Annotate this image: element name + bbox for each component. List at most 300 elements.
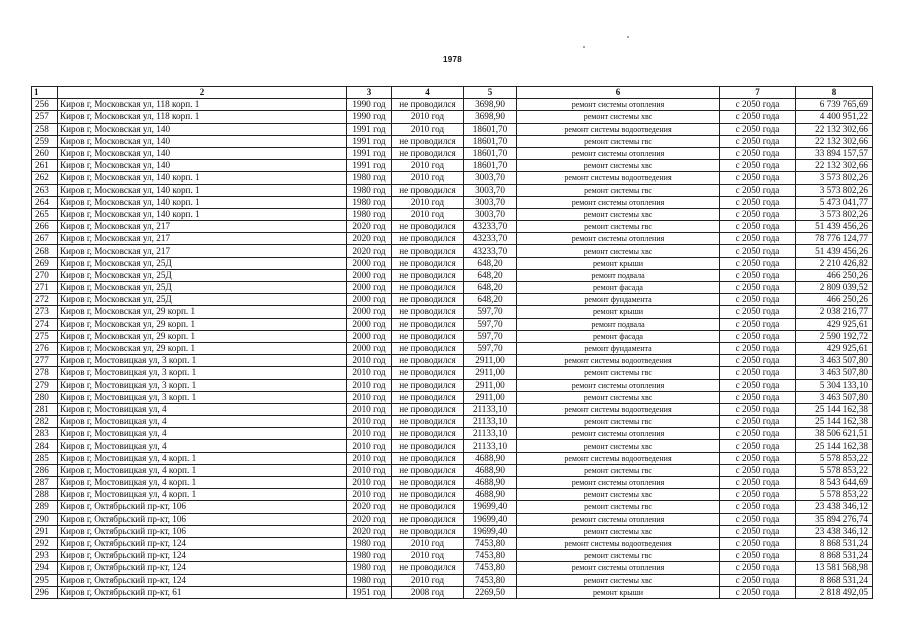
deadline-cell: с 2050 года	[720, 99, 796, 111]
cost-cell: 22 132 302,66	[796, 160, 873, 172]
cost-cell: 2 038 216,77	[796, 306, 873, 318]
area-cell: 4688,90	[464, 464, 517, 476]
last-repair-cell: не проводился	[392, 428, 464, 440]
table-row	[32, 342, 873, 354]
deadline-cell: с 2050 года	[720, 452, 796, 464]
work-type-cell: ремонт системы отопления	[517, 562, 720, 574]
build-year-cell: 2000 год	[347, 257, 392, 269]
build-year-cell: 1991 год	[347, 160, 392, 172]
row-number: 277	[32, 355, 58, 367]
column-header: 4	[392, 87, 464, 99]
repair-schedule-table	[31, 86, 873, 599]
deadline-cell: с 2050 года	[720, 416, 796, 428]
last-repair-cell: не проводился	[392, 318, 464, 330]
work-type-cell: ремонт системы отопления	[517, 99, 720, 111]
address-cell: Киров г, Московская ул, 118 корп. 1	[58, 111, 347, 123]
deadline-cell: с 2050 года	[720, 403, 796, 415]
row-number: 272	[32, 294, 58, 306]
row-number: 294	[32, 562, 58, 574]
deadline-cell: с 2050 года	[720, 537, 796, 549]
work-type-cell: ремонт системы гвс	[517, 135, 720, 147]
cost-cell: 3 463 507,80	[796, 391, 873, 403]
build-year-cell: 2000 год	[347, 318, 392, 330]
row-number: 264	[32, 196, 58, 208]
area-cell: 3003,70	[464, 172, 517, 184]
work-type-cell: ремонт системы хвс	[517, 440, 720, 452]
deadline-cell: с 2050 года	[720, 367, 796, 379]
last-repair-cell: не проводился	[392, 477, 464, 489]
cost-cell: 51 439 456,26	[796, 245, 873, 257]
table-row	[32, 245, 873, 257]
address-cell: Киров г, Октябрьский пр-кт, 124	[58, 537, 347, 549]
deadline-cell: с 2050 года	[720, 147, 796, 159]
table-row	[32, 233, 873, 245]
address-cell: Киров г, Московская ул, 25Д	[58, 282, 347, 294]
row-number: 290	[32, 513, 58, 525]
area-cell: 3698,90	[464, 99, 517, 111]
area-cell: 648,20	[464, 269, 517, 281]
build-year-cell: 1951 год	[347, 586, 392, 598]
cost-cell: 25 144 162,38	[796, 440, 873, 452]
build-year-cell: 1980 год	[347, 172, 392, 184]
work-type-cell: ремонт системы водоотведения	[517, 172, 720, 184]
address-cell: Киров г, Московская ул, 140 корп. 1	[58, 208, 347, 220]
deadline-cell: с 2050 года	[720, 477, 796, 489]
column-header: 1	[32, 87, 58, 99]
deadline-cell: с 2050 года	[720, 306, 796, 318]
last-repair-cell: 2010 год	[392, 172, 464, 184]
table-row	[32, 586, 873, 598]
build-year-cell: 1980 год	[347, 562, 392, 574]
deadline-cell: с 2050 года	[720, 318, 796, 330]
last-repair-cell: 2010 год	[392, 196, 464, 208]
address-cell: Киров г, Октябрьский пр-кт, 106	[58, 525, 347, 537]
table-row	[32, 306, 873, 318]
cost-cell: 8 868 531,24	[796, 537, 873, 549]
deadline-cell: с 2050 года	[720, 294, 796, 306]
work-type-cell: ремонт системы гвс	[517, 416, 720, 428]
address-cell: Киров г, Московская ул, 25Д	[58, 257, 347, 269]
last-repair-cell: не проводился	[392, 355, 464, 367]
row-number: 288	[32, 489, 58, 501]
address-cell: Киров г, Мостовицкая ул, 3 корп. 1	[58, 367, 347, 379]
work-type-cell: ремонт системы отопления	[517, 379, 720, 391]
deadline-cell: с 2050 года	[720, 391, 796, 403]
last-repair-cell: не проводился	[392, 367, 464, 379]
address-cell: Киров г, Московская ул, 29 корп. 1	[58, 342, 347, 354]
table-row	[32, 318, 873, 330]
deadline-cell: с 2050 года	[720, 342, 796, 354]
area-cell: 2911,00	[464, 355, 517, 367]
deadline-cell: с 2050 года	[720, 233, 796, 245]
build-year-cell: 2010 год	[347, 428, 392, 440]
area-cell: 19699,40	[464, 501, 517, 513]
cost-cell: 2 818 492,05	[796, 586, 873, 598]
area-cell: 648,20	[464, 282, 517, 294]
last-repair-cell: не проводился	[392, 330, 464, 342]
area-cell: 18601,70	[464, 135, 517, 147]
address-cell: Киров г, Октябрьский пр-кт, 124	[58, 574, 347, 586]
work-type-cell: ремонт системы водоотведения	[517, 123, 720, 135]
column-header: 2	[58, 87, 347, 99]
work-type-cell: ремонт крыши	[517, 586, 720, 598]
build-year-cell: 2000 год	[347, 306, 392, 318]
table-row	[32, 391, 873, 403]
address-cell: Киров г, Московская ул, 29 корп. 1	[58, 306, 347, 318]
last-repair-cell: 2008 год	[392, 586, 464, 598]
address-cell: Киров г, Октябрьский пр-кт, 61	[58, 586, 347, 598]
cost-cell: 6 739 765,69	[796, 99, 873, 111]
table-body	[32, 99, 873, 599]
build-year-cell: 1980 год	[347, 208, 392, 220]
row-number: 271	[32, 282, 58, 294]
table-row	[32, 282, 873, 294]
row-number: 291	[32, 525, 58, 537]
area-cell: 21133,10	[464, 403, 517, 415]
build-year-cell: 2010 год	[347, 440, 392, 452]
last-repair-cell: не проводился	[392, 403, 464, 415]
row-number: 284	[32, 440, 58, 452]
address-cell: Киров г, Московская ул, 217	[58, 245, 347, 257]
build-year-cell: 2010 год	[347, 416, 392, 428]
deadline-cell: с 2050 года	[720, 464, 796, 476]
address-cell: Киров г, Мостовицкая ул, 3 корп. 1	[58, 379, 347, 391]
column-header: 6	[517, 87, 720, 99]
row-number: 261	[32, 160, 58, 172]
table-row	[32, 489, 873, 501]
area-cell: 21133,10	[464, 440, 517, 452]
row-number: 268	[32, 245, 58, 257]
work-type-cell: ремонт системы хвс	[517, 111, 720, 123]
area-cell: 648,20	[464, 257, 517, 269]
address-cell: Киров г, Октябрьский пр-кт, 106	[58, 513, 347, 525]
last-repair-cell: не проводился	[392, 525, 464, 537]
area-cell: 4688,90	[464, 452, 517, 464]
table-row	[32, 330, 873, 342]
address-cell: Киров г, Мостовицкая ул, 4	[58, 428, 347, 440]
row-number: 283	[32, 428, 58, 440]
build-year-cell: 1980 год	[347, 196, 392, 208]
row-number: 279	[32, 379, 58, 391]
deadline-cell: с 2050 года	[720, 562, 796, 574]
last-repair-cell: не проводился	[392, 562, 464, 574]
deadline-cell: с 2050 года	[720, 513, 796, 525]
area-cell: 43233,70	[464, 221, 517, 233]
last-repair-cell: не проводился	[392, 489, 464, 501]
work-type-cell: ремонт системы хвс	[517, 245, 720, 257]
work-type-cell: ремонт системы водоотведения	[517, 537, 720, 549]
address-cell: Киров г, Московская ул, 140 корп. 1	[58, 196, 347, 208]
cost-cell: 3 463 507,80	[796, 367, 873, 379]
build-year-cell: 1980 год	[347, 550, 392, 562]
row-number: 269	[32, 257, 58, 269]
area-cell: 18601,70	[464, 160, 517, 172]
deadline-cell: с 2050 года	[720, 440, 796, 452]
build-year-cell: 1980 год	[347, 184, 392, 196]
build-year-cell: 1990 год	[347, 111, 392, 123]
deadline-cell: с 2050 года	[720, 489, 796, 501]
deadline-cell: с 2050 года	[720, 160, 796, 172]
work-type-cell: ремонт фасада	[517, 330, 720, 342]
table-row	[32, 440, 873, 452]
table-row	[32, 562, 873, 574]
address-cell: Киров г, Московская ул, 29 корп. 1	[58, 318, 347, 330]
area-cell: 7453,80	[464, 574, 517, 586]
cost-cell: 429 925,61	[796, 318, 873, 330]
build-year-cell: 2000 год	[347, 269, 392, 281]
address-cell: Киров г, Мостовицкая ул, 3 корп. 1	[58, 355, 347, 367]
deadline-cell: с 2050 года	[720, 257, 796, 269]
work-type-cell: ремонт фундамента	[517, 294, 720, 306]
cost-cell: 2 590 192,72	[796, 330, 873, 342]
deadline-cell: с 2050 года	[720, 355, 796, 367]
address-cell: Киров г, Московская ул, 25Д	[58, 294, 347, 306]
last-repair-cell: 2010 год	[392, 208, 464, 220]
build-year-cell: 2000 год	[347, 282, 392, 294]
row-number: 286	[32, 464, 58, 476]
table-row	[32, 160, 873, 172]
row-number: 267	[32, 233, 58, 245]
build-year-cell: 2010 год	[347, 452, 392, 464]
build-year-cell: 1991 год	[347, 135, 392, 147]
last-repair-cell: не проводился	[392, 257, 464, 269]
cost-cell: 3 573 802,26	[796, 172, 873, 184]
row-number: 282	[32, 416, 58, 428]
column-header: 3	[347, 87, 392, 99]
address-cell: Киров г, Мостовицкая ул, 4 корп. 1	[58, 477, 347, 489]
table-row	[32, 99, 873, 111]
table-row	[32, 416, 873, 428]
last-repair-cell: не проводился	[392, 440, 464, 452]
build-year-cell: 2020 год	[347, 525, 392, 537]
work-type-cell: ремонт системы гвс	[517, 221, 720, 233]
last-repair-cell: не проводился	[392, 391, 464, 403]
cost-cell: 23 438 346,12	[796, 501, 873, 513]
cost-cell: 35 894 276,74	[796, 513, 873, 525]
deadline-cell: с 2050 года	[720, 208, 796, 220]
area-cell: 2911,00	[464, 379, 517, 391]
address-cell: Киров г, Мостовицкая ул, 4 корп. 1	[58, 489, 347, 501]
cost-cell: 2 210 426,82	[796, 257, 873, 269]
table-row	[32, 135, 873, 147]
deadline-cell: с 2050 года	[720, 428, 796, 440]
row-number: 275	[32, 330, 58, 342]
table-row	[32, 428, 873, 440]
address-cell: Киров г, Московская ул, 140	[58, 147, 347, 159]
build-year-cell: 2010 год	[347, 477, 392, 489]
row-number: 281	[32, 403, 58, 415]
area-cell: 21133,10	[464, 428, 517, 440]
deadline-cell: с 2050 года	[720, 501, 796, 513]
cost-cell: 3 463 507,80	[796, 355, 873, 367]
build-year-cell: 2000 год	[347, 294, 392, 306]
area-cell: 597,70	[464, 330, 517, 342]
cost-cell: 33 894 157,57	[796, 147, 873, 159]
area-cell: 597,70	[464, 342, 517, 354]
work-type-cell: ремонт системы гвс	[517, 367, 720, 379]
area-cell: 3003,70	[464, 208, 517, 220]
table-row	[32, 294, 873, 306]
area-cell: 19699,40	[464, 525, 517, 537]
address-cell: Киров г, Октябрьский пр-кт, 124	[58, 562, 347, 574]
work-type-cell: ремонт крыши	[517, 257, 720, 269]
row-number: 287	[32, 477, 58, 489]
cost-cell: 3 573 802,26	[796, 208, 873, 220]
table-row	[32, 367, 873, 379]
last-repair-cell: не проводился	[392, 379, 464, 391]
deadline-cell: с 2050 года	[720, 269, 796, 281]
last-repair-cell: не проводился	[392, 184, 464, 196]
row-number: 292	[32, 537, 58, 549]
last-repair-cell: не проводился	[392, 342, 464, 354]
last-repair-cell: не проводился	[392, 501, 464, 513]
table-row	[32, 221, 873, 233]
work-type-cell: ремонт подвала	[517, 318, 720, 330]
address-cell: Киров г, Московская ул, 25Д	[58, 269, 347, 281]
deadline-cell: с 2050 года	[720, 574, 796, 586]
page-number: 1978	[443, 55, 462, 64]
table-row	[32, 269, 873, 281]
table-row	[32, 525, 873, 537]
row-number: 296	[32, 586, 58, 598]
work-type-cell: ремонт системы хвс	[517, 489, 720, 501]
area-cell: 21133,10	[464, 416, 517, 428]
table-row	[32, 257, 873, 269]
cost-cell: 5 578 853,22	[796, 464, 873, 476]
build-year-cell: 1991 год	[347, 123, 392, 135]
work-type-cell: ремонт системы отопления	[517, 147, 720, 159]
area-cell: 7453,80	[464, 550, 517, 562]
cost-cell: 3 573 802,26	[796, 184, 873, 196]
area-cell: 7453,80	[464, 562, 517, 574]
build-year-cell: 1991 год	[347, 147, 392, 159]
deadline-cell: с 2050 года	[720, 379, 796, 391]
area-cell: 19699,40	[464, 513, 517, 525]
row-number: 295	[32, 574, 58, 586]
work-type-cell: ремонт фундамента	[517, 342, 720, 354]
build-year-cell: 2000 год	[347, 342, 392, 354]
table-row	[32, 477, 873, 489]
table-row	[32, 403, 873, 415]
build-year-cell: 2010 год	[347, 355, 392, 367]
last-repair-cell: не проводился	[392, 306, 464, 318]
address-cell: Киров г, Московская ул, 140 корп. 1	[58, 172, 347, 184]
build-year-cell: 2010 год	[347, 367, 392, 379]
work-type-cell: ремонт системы хвс	[517, 160, 720, 172]
work-type-cell: ремонт подвала	[517, 269, 720, 281]
row-number: 262	[32, 172, 58, 184]
deadline-cell: с 2050 года	[720, 172, 796, 184]
cost-cell: 25 144 162,38	[796, 403, 873, 415]
table-row	[32, 537, 873, 549]
cost-cell: 78 776 124,77	[796, 233, 873, 245]
last-repair-cell: не проводился	[392, 147, 464, 159]
build-year-cell: 2010 год	[347, 379, 392, 391]
deadline-cell: с 2050 года	[720, 245, 796, 257]
last-repair-cell: не проводился	[392, 269, 464, 281]
work-type-cell: ремонт системы гвс	[517, 184, 720, 196]
area-cell: 4688,90	[464, 489, 517, 501]
deadline-cell: с 2050 года	[720, 525, 796, 537]
build-year-cell: 1980 год	[347, 537, 392, 549]
column-header: 7	[720, 87, 796, 99]
table-row	[32, 355, 873, 367]
work-type-cell: ремонт системы гвс	[517, 464, 720, 476]
last-repair-cell: 2010 год	[392, 160, 464, 172]
deadline-cell: с 2050 года	[720, 196, 796, 208]
area-cell: 2911,00	[464, 367, 517, 379]
address-cell: Киров г, Московская ул, 118 корп. 1	[58, 99, 347, 111]
work-type-cell: ремонт системы хвс	[517, 391, 720, 403]
build-year-cell: 1990 год	[347, 99, 392, 111]
scan-speck	[583, 46, 585, 48]
cost-cell: 13 581 568,98	[796, 562, 873, 574]
table-row	[32, 464, 873, 476]
build-year-cell: 2010 год	[347, 391, 392, 403]
deadline-cell: с 2050 года	[720, 221, 796, 233]
cost-cell: 5 473 041,77	[796, 196, 873, 208]
area-cell: 18601,70	[464, 123, 517, 135]
table-row	[32, 196, 873, 208]
area-cell: 43233,70	[464, 245, 517, 257]
last-repair-cell: не проводился	[392, 416, 464, 428]
address-cell: Киров г, Мостовицкая ул, 3 корп. 1	[58, 391, 347, 403]
last-repair-cell: не проводился	[392, 294, 464, 306]
row-number: 256	[32, 99, 58, 111]
cost-cell: 4 400 951,22	[796, 111, 873, 123]
deadline-cell: с 2050 года	[720, 550, 796, 562]
address-cell: Киров г, Московская ул, 140 корп. 1	[58, 184, 347, 196]
build-year-cell: 2010 год	[347, 489, 392, 501]
cost-cell: 51 439 456,26	[796, 221, 873, 233]
last-repair-cell: не проводился	[392, 221, 464, 233]
build-year-cell: 2020 год	[347, 513, 392, 525]
last-repair-cell: не проводился	[392, 245, 464, 257]
row-number: 263	[32, 184, 58, 196]
table-row	[32, 550, 873, 562]
address-cell: Киров г, Мостовицкая ул, 4 корп. 1	[58, 464, 347, 476]
cost-cell: 22 132 302,66	[796, 123, 873, 135]
address-cell: Киров г, Мостовицкая ул, 4	[58, 403, 347, 415]
last-repair-cell: не проводился	[392, 135, 464, 147]
row-number: 276	[32, 342, 58, 354]
address-cell: Киров г, Мостовицкая ул, 4 корп. 1	[58, 452, 347, 464]
build-year-cell: 2010 год	[347, 403, 392, 415]
area-cell: 648,20	[464, 294, 517, 306]
table-row	[32, 513, 873, 525]
column-header: 5	[464, 87, 517, 99]
work-type-cell: ремонт системы водоотведения	[517, 355, 720, 367]
address-cell: Киров г, Мостовицкая ул, 4	[58, 440, 347, 452]
area-cell: 3003,70	[464, 196, 517, 208]
row-number: 274	[32, 318, 58, 330]
cost-cell: 429 925,61	[796, 342, 873, 354]
row-number: 258	[32, 123, 58, 135]
last-repair-cell: 2010 год	[392, 574, 464, 586]
area-cell: 7453,80	[464, 537, 517, 549]
address-cell: Киров г, Московская ул, 140	[58, 123, 347, 135]
row-number: 289	[32, 501, 58, 513]
cost-cell: 5 578 853,22	[796, 452, 873, 464]
last-repair-cell: 2010 год	[392, 550, 464, 562]
table-row	[32, 208, 873, 220]
cost-cell: 2 809 039,52	[796, 282, 873, 294]
row-number: 257	[32, 111, 58, 123]
table-row	[32, 574, 873, 586]
last-repair-cell: не проводился	[392, 282, 464, 294]
table-row	[32, 501, 873, 513]
deadline-cell: с 2050 года	[720, 123, 796, 135]
